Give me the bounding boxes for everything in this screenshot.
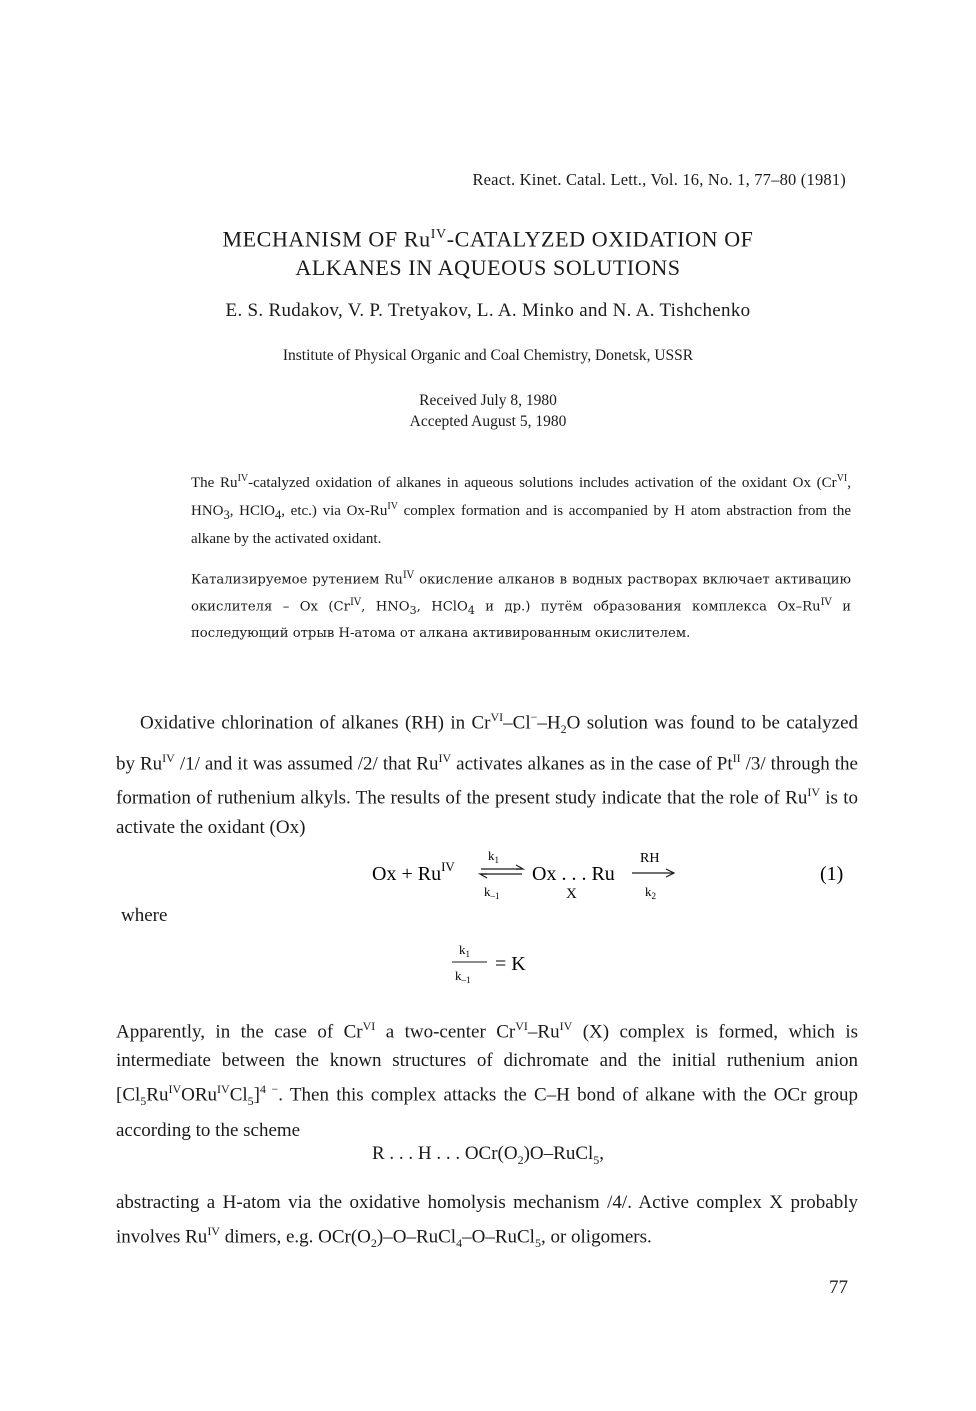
dates [0, 390, 976, 432]
title-line-1: MECHANISM OF $Ru^{IV}$-CATALYZED OXIDATION OF [222, 226, 754, 252]
where-label: where [121, 905, 168, 926]
eq1-rh: RH [640, 851, 660, 866]
eq1-k2: $k_2$ [645, 884, 656, 901]
page-number: 77 [829, 1277, 848, 1298]
body-paragraph-1: Oxidative chlorination of alkanes (RH) in $Cr^{VI}-Cl^--H_2O$ solution was found to be catalyzed by $Ru^{IV}$ /1/ and it was assumed /2/ that $Ru^{IV}$ activates alkanes as in the case of $Pt^{II}$ /3/ through the formation of ruthenium alkyls. The results of the present study indicate that the role of $Ru^{IV}$ is to activate the oxidant (Ox) [116, 710, 859, 838]
eq1-k-minus-1: $k_{-1}$ [484, 884, 500, 901]
equation-k-drawing [0, 940, 976, 990]
equation-1 [0, 846, 976, 902]
journal-citation: React. Kinet. Catal. Lett., Vol. 16, No. 1, 77–80 (1981) [472, 170, 846, 189]
eq1-complex-label: X [566, 886, 577, 902]
equation-scheme: R . . . H . . . $OCr(O_2)O-RuCl_5$, [371, 1143, 605, 1167]
abstract-english: The $Ru^{IV}$-catalyzed oxidation of alkanes in aqueous solutions includes activation of the oxidant Ox ($Cr^{VI}$, $HNO_3$, HClO$_4$, etc.) via $Ox-Ru^{IV}$ complex formation and is accompanied by H atom abstraction from the alkane by the activated oxidant. [191, 473, 852, 547]
eq2-numerator: $k_1$ [459, 942, 470, 959]
accepted-date: Accepted August 5, 1980 [409, 413, 567, 430]
eq2-denominator: $k_{-1}$ [455, 968, 471, 985]
equation-1-drawing [0, 846, 976, 902]
reverse-arrow-head [480, 874, 487, 878]
eq2-rhs: = K [495, 953, 526, 975]
body-paragraph-3: abstracting a H-atom via the oxidative homolysis mechanism /4/. Active complex X probably involves $Ru^{IV}$ dimers, e.g. $OCr(O_2)-O-RuCl_4-O-RuCl_5$, or oligomers. [116, 1192, 858, 1251]
body-paragraph-2: Apparently, in the case of $Cr^{VI}$ a two-center $Cr^{VI}-Ru^{IV}$ (X) complex is formed, which is intermediate between the known structures of dichromate and the initial ruthenium anion $[Cl_5Ru^{IV}ORu^{IV}Cl_5]^{4 -}$. Then this complex attacks the C–H bond of alkane with the OCr group according to the scheme [116, 1019, 858, 1142]
title-line-2: ALKANES IN AQUEOUS SOLUTIONS [295, 255, 681, 281]
eq1-lhs: $Ox + Ru^{IV}$ [372, 859, 455, 885]
forward-arrow-head [516, 865, 523, 869]
authors: E. S. Rudakov, V. P. Tretyakov, L. A. Minko and N. A. Tishchenko [225, 300, 751, 321]
article-title [0, 220, 976, 282]
abstract-russian: Катализируемое рутением $Ru^{IV}$ окисление алканов в водных растворах включает активацию окислителя – Ox ($Cr^{IV}$, $HNO_3$, HClO$_4$ и др.) путём образования комплекса $Ox-Ru^{IV}$ и последующий отрыв H-атома от алкана активированным окислителем. [191, 570, 851, 642]
eq1-complex: Ox . . . Ru [532, 863, 615, 885]
affiliation: Institute of Physical Organic and Coal Chemistry, Donetsk, USSR [282, 347, 694, 364]
received-date: Received July 8, 1980 [419, 392, 557, 409]
equation-rate-constant [0, 940, 976, 990]
equation-number: (1) [820, 863, 844, 885]
eq1-k1: $k_1$ [488, 848, 499, 865]
